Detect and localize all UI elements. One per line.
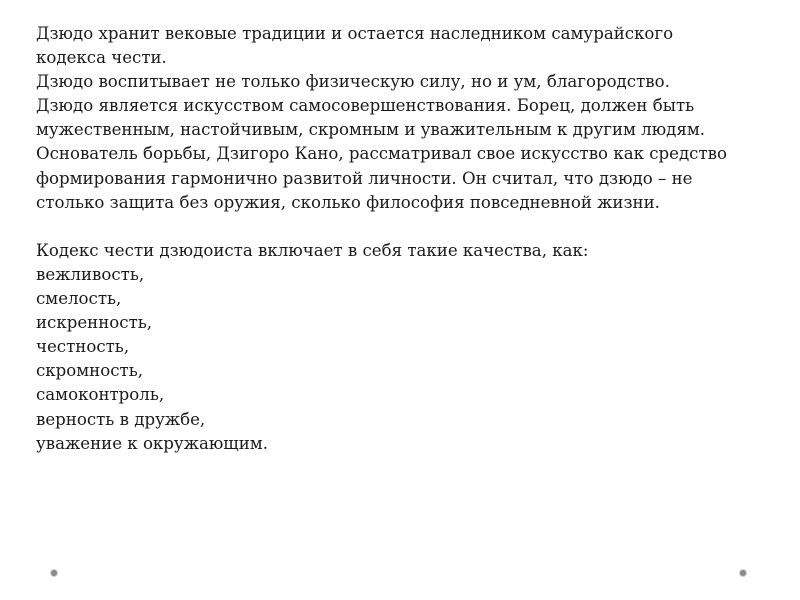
paragraph-line: столько защита без оружия, сколько философия повседневной жизни. [36,192,660,212]
quality-item: смелость, [36,289,122,309]
bottom-right-dot-icon [740,570,746,576]
paragraph-line: Дзюдо воспитывает не только физическую силу, но и ум, благородство. [36,72,670,92]
paragraph-line: Дзюдо является искусством самосовершенствования. Борец, должен быть [36,96,695,116]
bottom-left-dot-icon [51,570,57,576]
quality-item: верность в дружбе, [36,409,206,429]
quality-item: честность, [36,337,130,357]
paragraph-line: формирования гармонично развитой личности. Он считал, что дзюдо – не [36,168,693,188]
quality-item: искренность, [36,313,153,333]
blank-line [36,215,776,239]
paragraph-line: кодекса чести. [36,48,167,68]
paragraph-line: Основатель борьбы, Дзигоро Кано, рассматривал свое искусство как средство [36,144,727,164]
quality-item: уважение к окружающим. [36,433,268,453]
quality-item: самоконтроль, [36,385,165,405]
slide-text [36,22,776,456]
paragraph-line: Дзюдо хранит вековые традиции и остается наследником самурайского [36,24,674,43]
quality-item: скромность, [36,361,144,381]
paragraph-line: мужественным, настойчивым, скромным и уважительным к другим людям. [36,120,706,140]
quality-item: вежливость, [36,264,145,284]
list-intro: Кодекс чести дзюдоиста включает в себя такие качества, как: [36,240,589,260]
